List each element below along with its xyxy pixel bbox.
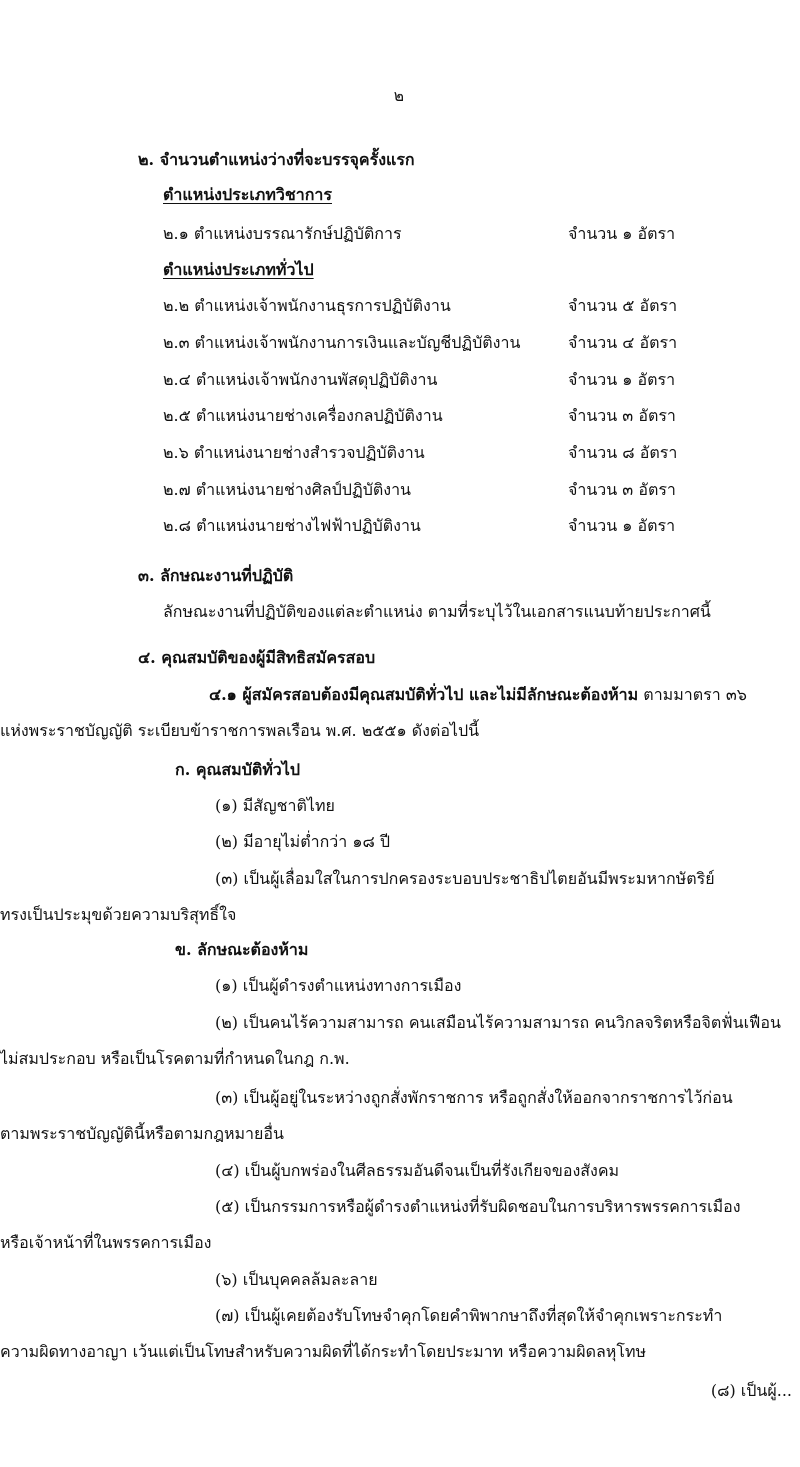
general-qualifications-heading: ก. คุณสมบัติทั่วไป — [175, 760, 300, 779]
position-count: จำนวน ๕ อัตรา — [568, 296, 678, 315]
list-item: (๒) มีอายุไม่ต่ำกว่า ๑๘ ปี — [215, 832, 391, 851]
position-count: จำนวน ๑ อัตรา — [568, 224, 676, 243]
position-name: ๒.๗ ตำแหน่งนายช่างศิลป์ปฏิบัติงาน — [163, 480, 411, 499]
position-count: จำนวน ๔ อัตรา — [568, 333, 678, 352]
list-item-continuation: ความผิดทางอาญา เว้นแต่เป็นโทษสำหรับความผิดที่ได้กระทำโดยประมาท หรือความผิดลหุโทษ — [0, 1342, 647, 1361]
list-item: (๓) เป็นผู้เลื่อมใสในการปกครองระบอบประชาธิปไตยอันมีพระมหากษัตริย์ — [215, 869, 715, 888]
position-name: ๒.๒ ตำแหน่งเจ้าพนักงานธุรการปฏิบัติงาน — [163, 296, 451, 315]
position-count: จำนวน ๑ อัตรา — [568, 516, 676, 535]
position-count: จำนวน ๓ อัตรา — [568, 480, 676, 499]
list-item-continuation: ทรงเป็นประมุขด้วยความบริสุทธิ์ใจ — [0, 905, 237, 924]
position-name: ๒.๓ ตำแหน่งเจ้าพนักงานการเงินและบัญชีปฏิบัติงาน — [163, 333, 521, 352]
section-3-heading: ๓. ลักษณะงานที่ปฏิบัติ — [138, 566, 294, 585]
group-general-title: ตำแหน่งประเภททั่วไป — [163, 260, 314, 279]
position-count: จำนวน ๑ อัตรา — [568, 370, 676, 389]
list-item-continuation: ไม่สมประกอบ หรือเป็นโรคตามที่กำหนดในกฎ ก.พ. — [0, 1049, 350, 1068]
section-4-1-line2: แห่งพระราชบัญญัติ ระเบียบข้าราชการพลเรือน พ.ศ. ๒๕๕๑ ดังต่อไปนี้ — [0, 721, 480, 740]
section-4-1-bold: ๔.๑ ผู้สมัครสอบต้องมีคุณสมบัติทั่วไป และไม่มีลักษณะต้องห้าม — [209, 685, 639, 704]
list-item: (๓) เป็นผู้อยู่ในระหว่างถูกสั่งพักราชการ หรือถูกสั่งให้ออกจากราชการไว้ก่อน — [215, 1088, 733, 1107]
list-item-continuation: หรือเจ้าหน้าที่ในพรรคการเมือง — [0, 1233, 212, 1252]
list-item: (๑) เป็นผู้ดำรงตำแหน่งทางการเมือง — [215, 976, 462, 995]
position-name: ๒.๔ ตำแหน่งเจ้าพนักงานพัสดุปฏิบัติงาน — [163, 370, 438, 389]
position-count: จำนวน ๓ อัตรา — [568, 406, 676, 425]
prohibited-characteristics-heading: ข. ลักษณะต้องห้าม — [175, 940, 309, 959]
section-3-text: ลักษณะงานที่ปฏิบัติของแต่ละตำแหน่ง ตามที่ระบุไว้ในเอกสารแนบท้ายประกาศนี้ — [163, 602, 711, 621]
page-number: ๒ — [393, 86, 405, 105]
list-item: (๑) มีสัญชาติไทย — [215, 796, 335, 815]
list-item-continuation: ตามพระราชบัญญัตินี้หรือตามกฎหมายอื่น — [0, 1124, 284, 1143]
list-item: (๖) เป็นบุคคลล้มละลาย — [215, 1270, 378, 1289]
group-academic-title: ตำแหน่งประเภทวิชาการ — [163, 185, 332, 204]
list-item: (๕) เป็นกรรมการหรือผู้ดำรงตำแหน่งที่รับผิดชอบในการบริหารพรรคการเมือง — [215, 1197, 741, 1216]
position-count: จำนวน ๘ อัตรา — [568, 443, 678, 462]
position-name: ๒.๘ ตำแหน่งนายช่างไฟฟ้าปฏิบัติงาน — [163, 516, 421, 535]
position-name: ๒.๑ ตำแหน่งบรรณารักษ์ปฏิบัติการ — [163, 224, 402, 243]
section-4-1-line1 — [209, 687, 747, 703]
section-4-1-rest: ตามมาตรา ๓๖ — [638, 685, 747, 704]
position-name: ๒.๖ ตำแหน่งนายช่างสำรวจปฏิบัติงาน — [163, 443, 425, 462]
list-item: (๗) เป็นผู้เคยต้องรับโทษจำคุกโดยคำพิพากษาถึงที่สุดให้จำคุกเพราะกระทำ — [215, 1306, 723, 1325]
list-item: (๔) เป็นผู้บกพร่องในศีลธรรมอันดีจนเป็นที่รังเกียจของสังคม — [215, 1161, 620, 1180]
position-name: ๒.๕ ตำแหน่งนายช่างเครื่องกลปฏิบัติงาน — [163, 406, 443, 425]
section-2-heading: ๒. จำนวนตำแหน่งว่างที่จะบรรจุครั้งแรก — [138, 150, 415, 169]
section-4-heading: ๔. คุณสมบัติของผู้มีสิทธิสมัครสอบ — [138, 648, 376, 667]
list-item: (๒) เป็นคนไร้ความสามารถ คนเสมือนไร้ความสามารถ คนวิกลจริตหรือจิตฟั่นเฟือน — [215, 1013, 781, 1032]
page-continuation: (๘) เป็นผู้... — [710, 1381, 792, 1400]
